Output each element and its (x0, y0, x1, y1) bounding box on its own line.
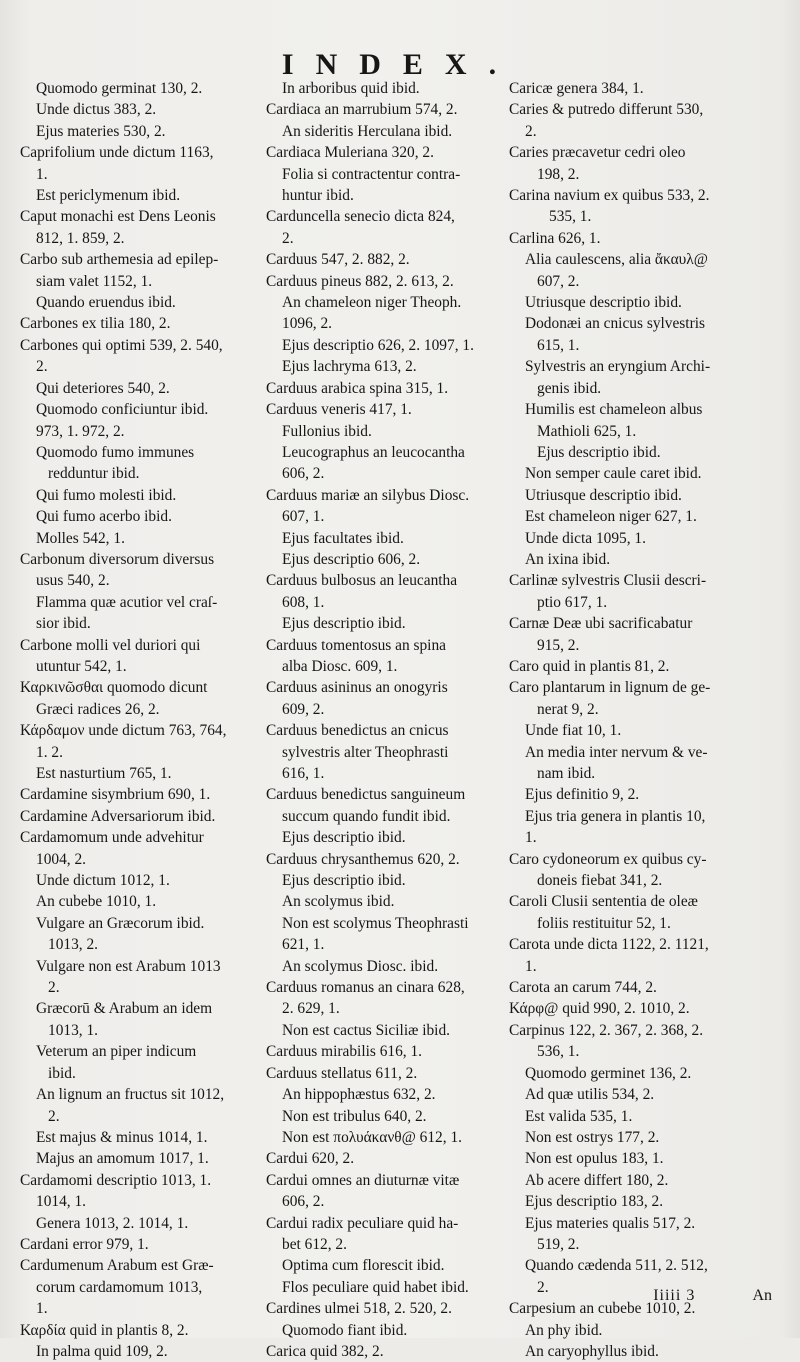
index-entry: An scolymus ibid. (282, 893, 395, 911)
index-entry: An chameleon niger Theoph. (282, 294, 462, 312)
index-entry: 607, 2. (537, 272, 580, 290)
index-entry: Carnæ Deæ ubi sacrificabatur (509, 615, 693, 633)
index-entry: 1. (525, 957, 537, 975)
index-entry: 616, 1. (282, 765, 325, 782)
index-entry: Vulgare an Græcorum ibid. (36, 914, 205, 932)
index-entry: 2. (282, 229, 294, 247)
index-entry: succum quando fundit ibid. (282, 807, 451, 825)
index-entry: Carduus romanus an cinara 628, (266, 979, 465, 997)
index-entry: An phy ibid. (525, 1321, 603, 1339)
index-entry: Carduus asininus an onogyris (266, 679, 448, 697)
index-entry: Non est ostrys 177, 2. (525, 1128, 660, 1146)
index-entry: Carina navium ex quibus 533, 2. (509, 187, 710, 205)
index-entry: Carduus tomentosus an spina (266, 636, 446, 654)
index-entry: Sylvestris an eryngium Archi- (525, 358, 711, 376)
index-entry: 198, 2. (537, 165, 580, 183)
index-entry: Cardani error 979, 1. (20, 1235, 149, 1253)
index-entry: Quomodo germinet 136, 2. (525, 1064, 692, 1082)
index-entry: 1096, 2. (282, 315, 333, 333)
index-entry: Ejus tria genera in plantis 10, (525, 807, 706, 825)
index-entry: Est periclymenum ibid. (36, 187, 181, 205)
index-entry: 1014, 1. (36, 1193, 87, 1211)
index-entry: Ejus descriptio 183, 2. (525, 1193, 664, 1211)
index-entry: Mathioli 625, 1. (537, 422, 637, 440)
index-entry: Carica quid 382, 2. (266, 1342, 384, 1360)
index-entry: genis ibid. (537, 379, 602, 397)
index-entry: An media inter nervum & ve- (525, 743, 708, 761)
index-entry: 2. (36, 358, 48, 376)
index-entry: utuntur 542, 1. (36, 657, 127, 675)
index-entry: 2. 629, 1. (282, 1000, 340, 1018)
index-entry: 535, 1. (549, 208, 592, 226)
index-entry: An caryophyllus ibid. (525, 1342, 659, 1360)
index-entry: 1. 2. (36, 743, 63, 761)
index-entry: 606, 2. (282, 465, 325, 483)
index-entry: 915, 2. (537, 636, 580, 654)
index-entry: Carduncella senecio dicta 824, (266, 208, 455, 226)
index-entry: 2. (48, 1107, 60, 1125)
index-entry: Carbones qui optimi 539, 2. 540, (20, 336, 223, 354)
index-entry: Carbo sub arthemesia ad epilep- (20, 251, 219, 269)
index-entry: 1. (36, 1300, 48, 1318)
index-entry: Caro plantarum in lignum de ge- (509, 679, 711, 697)
index-entry: alba Diosc. 609, 1. (282, 657, 398, 675)
index-entry: Non est opulus 183, 1. (525, 1150, 664, 1168)
index-entry: An sideritis Herculana ibid. (282, 122, 453, 140)
index-entry: Ejus descriptio ibid. (537, 443, 661, 461)
index-entry: Καρδία quid in plantis 8, 2. (20, 1321, 189, 1339)
index-entry: Ejus descriptio 606, 2. (282, 550, 421, 568)
index-entry: Carduus chrysanthemus 620, 2. (266, 850, 460, 868)
index-entry: Humilis est chameleon albus (525, 401, 703, 419)
index-entry: An cubebe 1010, 1. (36, 893, 157, 911)
index-entry: Est nasturtium 765, 1. (36, 765, 172, 782)
index-entry: Leucographus an leucocantha (282, 443, 465, 461)
index-entry: Est majus & minus 1014, 1. (36, 1128, 208, 1146)
index-entry: An ixina ibid. (525, 550, 611, 568)
index-entry: 609, 2. (282, 700, 325, 718)
index-entry: Καρκινῶσθαι quomodo dicunt (20, 679, 208, 697)
index-entry: Majus an amomum 1017, 1. (36, 1150, 209, 1168)
index-entry: Carduus bulbosus an leucantha (266, 572, 458, 590)
index-entry: Quando eruendus ibid. (36, 294, 176, 312)
index-entry: sior ibid. (36, 615, 91, 633)
index-entry: Utriusque descriptio ibid. (525, 294, 682, 312)
index-entry: Cardui 620, 2. (266, 1150, 355, 1168)
index-entry: Carduus mariæ an silybus Diosc. (266, 486, 470, 504)
index-entry: Ab acere differt 180, 2. (525, 1171, 669, 1189)
index-entry: Caro quid in plantis 81, 2. (509, 657, 670, 675)
index-entry: Cardumenum Arabum est Græ- (20, 1257, 214, 1275)
index-entry: Unde fiat 10, 1. (525, 722, 622, 740)
index-entry: nam ibid. (537, 765, 596, 782)
index-entry: Est chameleon niger 627, 1. (525, 508, 697, 526)
index-entry: 536, 1. (537, 1043, 580, 1061)
index-entry: Caro cydoneorum ex quibus cy- (509, 850, 707, 868)
index-entry: Flos peculiare quid habet ibid. (282, 1278, 469, 1296)
index-entry: Folia si contractentur contra- (282, 165, 461, 183)
index-entry: foliis restituitur 52, 1. (537, 914, 671, 932)
index-entry: ptio 617, 1. (537, 593, 608, 611)
index-entry: Ejus definitio 9, 2. (525, 786, 640, 804)
index-entry: 1. (525, 829, 537, 847)
index-entry: Carlinæ sylvestris Clusii descri- (509, 572, 707, 590)
index-entry: Alia caulescens, alia ἄκαυλ@ (525, 251, 708, 269)
index-entry: Carpesium an cubebe 1010, 2. (509, 1300, 696, 1318)
index-entry: Κάρφ@ quid 990, 2. 1010, 2. (509, 1000, 690, 1018)
index-entry: Non semper caule caret ibid. (525, 465, 702, 483)
index-entry: Carota an carum 744, 2. (509, 979, 657, 997)
index-entry: Ejus descriptio ibid. (282, 872, 406, 890)
index-entry: Ejus materies 530, 2. (36, 122, 166, 140)
index-entry: 973, 1. 972, 2. (36, 422, 125, 440)
index-entry: Unde dictus 383, 2. (36, 101, 157, 119)
index-entry: Cardiaca an marrubium 574, 2. (266, 101, 458, 119)
index-entry: Unde dicta 1095, 1. (525, 529, 646, 547)
index-entry: Cardui omnes an diuturnæ vitæ (266, 1171, 460, 1189)
index-entry: An lignum an fructus sit 1012, (36, 1086, 225, 1104)
index-entry: Carduus mirabilis 616, 1. (266, 1043, 423, 1061)
index-entry: Vulgare non est Arabum 1013 (36, 957, 221, 975)
index-entry: bet 612, 2. (282, 1235, 347, 1253)
index-entry: 1. (36, 165, 48, 183)
index-entry: Est valida 535, 1. (525, 1107, 633, 1125)
index-entry: 615, 1. (537, 336, 580, 354)
index-entry: Κάρδαμον unde dictum 763, 764, (20, 722, 227, 740)
index-entry: 1004, 2. (36, 850, 87, 868)
index-entry: Carduus 547, 2. 882, 2. (266, 251, 410, 269)
index-entry: Ejus materies qualis 517, 2. (525, 1214, 696, 1232)
index-entry: ibid. (48, 1064, 76, 1082)
index-entry: 812, 1. 859, 2. (36, 229, 125, 247)
signature-mark: Iiiii 3 (653, 1287, 696, 1304)
index-entry: Cardui radix peculiare quid ha- (266, 1214, 459, 1232)
index-entry: Ejus descriptio ibid. (282, 829, 406, 847)
index-entry: Ad quæ utilis 534, 2. (525, 1086, 655, 1104)
index-entry: Quando cædenda 511, 2. 512, (525, 1257, 708, 1275)
index-entry: Carlina 626, 1. (509, 229, 601, 247)
index-entry: Ejus facultates ibid. (282, 529, 404, 547)
index-entry: Cardiaca Muleriana 320, 2. (266, 144, 434, 162)
index-entry: 1013, 1. (48, 1021, 99, 1039)
index-entry: Ejus descriptio 626, 2. 1097, 1. (282, 336, 474, 354)
index-entry: Cardamomi descriptio 1013, 1. (20, 1171, 212, 1189)
index-entry: Unde dictum 1012, 1. (36, 872, 170, 890)
index-entry: Græci radices 26, 2. (36, 700, 160, 718)
index-entry: In palma quid 109, 2. (36, 1342, 168, 1360)
index-entry: Non est πολυάκανθ@ 612, 1. (282, 1128, 462, 1146)
index-entry: Qui fumo molesti ibid. (36, 486, 177, 504)
index-column-1 (20, 78, 270, 1362)
index-entry: Græcorū & Arabum an idem (36, 1000, 213, 1018)
index-entry: Carbone molli vel duriori qui (20, 636, 201, 654)
index-entry: Carduus arabica spina 315, 1. (266, 379, 449, 397)
index-entry: An hippophæstus 632, 2. (282, 1086, 436, 1104)
index-entry: 607, 1. (282, 508, 325, 526)
index-entry: huntur ibid. (282, 187, 354, 205)
index-entry: Ejus descriptio ibid. (282, 615, 406, 633)
index-entry: Optima cum florescit ibid. (282, 1257, 445, 1275)
index-entry: 2. (537, 1278, 549, 1296)
index-entry: Quomodo germinat 130, 2. (36, 80, 203, 97)
index-entry: Cardamine sisymbrium 690, 1. (20, 786, 211, 804)
index-entry: corum cardamomum 1013, (36, 1278, 203, 1296)
index-entry: 608, 1. (282, 593, 325, 611)
index-entry: Dodonæi an cnicus sylvestris (525, 315, 705, 333)
index-entry: 2. (48, 979, 60, 997)
index-column-3 (509, 78, 793, 1362)
index-entry: 621, 1. (282, 936, 325, 954)
index-entry: Cardamine Adversariorum ibid. (20, 807, 216, 825)
index-entry: Genera 1013, 2. 1014, 1. (36, 1214, 189, 1232)
index-entry: redduntur ibid. (48, 465, 140, 483)
index-entry: 1013, 2. (48, 936, 99, 954)
index-entry: Carduus benedictus sanguineum (266, 786, 466, 804)
index-entry: 606, 2. (282, 1193, 325, 1211)
index-entry: Non est scolymus Theophrasti (282, 914, 469, 932)
index-entry: doneis fiebat 341, 2. (537, 872, 663, 890)
index-entry: Fullonius ibid. (282, 422, 372, 440)
index-entry: Caricæ genera 384, 1. (509, 80, 644, 97)
index-entry: Carota unde dicta 1122, 2. 1121, (509, 936, 709, 954)
index-entry: sylvestris alter Theophrasti (282, 743, 449, 761)
index-entry: Non est tribulus 640, 2. (282, 1107, 427, 1125)
index-entry: In arboribus quid ibid. (282, 80, 420, 97)
index-entry: Utriusque descriptio ibid. (525, 486, 682, 504)
index-entry: Carduus benedictus an cnicus (266, 722, 449, 740)
index-entry: 2. (525, 122, 537, 140)
index-entry: Cardamomum unde advehitur (20, 829, 204, 847)
index-entry: An scolymus Diosc. ibid. (282, 957, 439, 975)
index-entry: Qui fumo acerbo ibid. (36, 508, 172, 526)
index-entry: Ejus lachryma 613, 2. (282, 358, 417, 376)
index-entry: Caroli Clusii sententia de oleæ (509, 893, 698, 911)
index-column-2 (266, 78, 510, 1362)
index-entry: Non est cactus Siciliæ ibid. (282, 1021, 450, 1039)
index-entry: Molles 542, 1. (36, 529, 125, 547)
index-entry: Caries & putredo differunt 530, (509, 101, 704, 119)
index-entry: siam valet 1152, 1. (36, 272, 153, 290)
index-entry: Caprifolium unde dictum 1163, (20, 144, 214, 162)
index-entry: Carbones ex tilia 180, 2. (20, 315, 171, 333)
index-entry: Veterum an piper indicum (36, 1043, 197, 1061)
index-entry: Cardines ulmei 518, 2. 520, 2. (266, 1300, 452, 1318)
index-entry: Caput monachi est Dens Leonis (20, 208, 216, 226)
index-entry: Flamma quæ acutior vel craſ- (36, 593, 218, 611)
index-entry: Carduus stellatus 611, 2. (266, 1064, 418, 1082)
index-entry: Qui deteriores 540, 2. (36, 379, 170, 397)
index-entry: Carpinus 122, 2. 367, 2. 368, 2. (509, 1021, 704, 1039)
index-entry: nerat 9, 2. (537, 700, 599, 718)
index-entry: Quomodo fumo immunes (36, 443, 195, 461)
index-entry: Caries præcavetur cedri oleo (509, 144, 686, 162)
index-entry: Quomodo fiant ibid. (282, 1321, 408, 1339)
page-title: INDEX. (281, 48, 519, 81)
index-entry: 519, 2. (537, 1235, 580, 1253)
index-entry: Quomodo conficiuntur ibid. (36, 401, 209, 419)
index-entry: Carduus veneris 417, 1. (266, 401, 412, 419)
page-footer (653, 1286, 772, 1306)
index-entry: usus 540, 2. (36, 572, 110, 590)
index-entry: Carduus pineus 882, 2. 613, 2. (266, 272, 454, 290)
catchword: An (752, 1287, 772, 1304)
index-entry: Carbonum diversorum diversus (20, 550, 215, 568)
